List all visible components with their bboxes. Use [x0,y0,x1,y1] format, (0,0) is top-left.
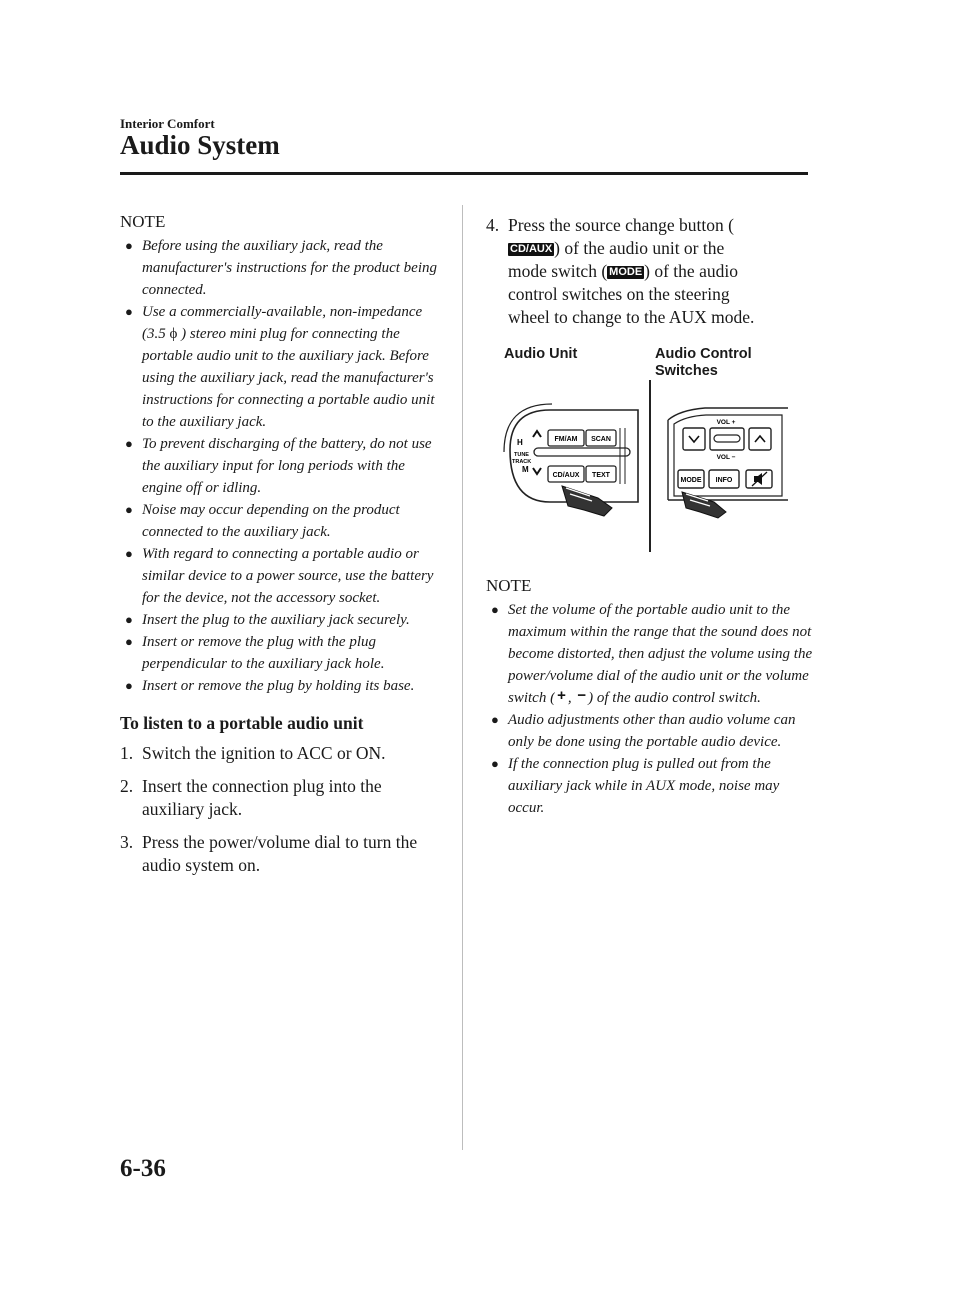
mode-button-glyph: MODE [609,266,643,278]
left-column [120,212,438,887]
header-rule [120,172,808,175]
svg-text:INFO: INFO [715,477,733,484]
note-list [486,599,816,819]
note-list [120,235,438,697]
svg-text:FM/AM: FM/AM [554,436,578,443]
cd-aux-button-glyph: CD/AUX [510,243,553,255]
bullet-icon: ● [491,602,499,617]
subheading: To listen to a portable audio unit [120,713,364,733]
vol-minus-label: VOL − [716,454,736,461]
list-item: ● To prevent discharging of the battery, do not use the auxiliary input for long periods with the engine off or idling. [120,433,438,499]
plus-glyph: + [557,687,566,704]
section-label: Interior Comfort [120,116,215,131]
bullet-icon: ● [125,436,133,451]
disc-slot [534,448,630,456]
column-divider [462,205,463,1150]
bullet-icon: ● [125,634,133,649]
track-label: TRACK [512,459,532,465]
step-list [120,742,438,877]
step-item: 3. Press the power/volume dial to turn the audio system on. [120,832,418,875]
step-item: 4. Press the source change button (CD/AUX ) of the audio unit or the mode switch ( MODE ) of the audio control switches on the steering wheel to change to the AUX mode. [486,215,755,327]
figure-label-audio-unit: Audio Unit [504,346,578,362]
list-item: ● With regard to connecting a portable audio or similar device to a power source, use the battery for the device, not the accessory socket. [120,543,438,609]
diameter-symbol: ϕ [169,326,178,342]
svg-text:MODE: MODE [680,477,702,484]
tune-label: TUNE [514,452,529,458]
knob-h-label: H [517,438,523,447]
bullet-icon: ● [125,502,133,517]
page-number: 6-36 [120,1155,166,1182]
svg-text:TEXT: TEXT [592,472,610,479]
vol-plus-label: VOL + [716,419,736,426]
list-item: ● Use a commercially-available, non-impedance (3.5 ϕ ) stereo mini plug for connecting the portable audio unit to the auxiliary jack. Before using the auxiliary jack, read the manufacturer's instructions for connecting a portable audio unit to the auxiliary jack. [120,301,438,433]
bullet-icon: ● [125,546,133,561]
step-list [486,214,756,329]
seek-down-button [683,428,705,450]
step-item: 1. Switch the ignition to ACC or ON. [120,743,386,763]
bullet-icon: ● [125,238,133,253]
bullet-icon: ● [125,304,133,319]
svg-text:SCAN: SCAN [591,436,611,443]
bullet-icon: ● [491,756,499,771]
right-note-block [486,576,816,819]
seek-up-button [749,428,771,450]
list-item: ● Audio adjustments other than audio volume can only be done using the portable audio device. [486,709,816,753]
list-item: ● Insert or remove the plug with the plug perpendicular to the auxiliary jack hole. [120,631,438,675]
bullet-icon: ● [125,678,133,693]
bullet-icon: ● [125,612,133,627]
list-item: ● Noise may occur depending on the product connected to the auxiliary jack. [120,499,438,543]
svg-text:CD/AUX: CD/AUX [552,472,580,479]
list-item: ● If the connection plug is pulled out from the auxiliary jack while in AUX mode, noise may occur. [486,753,816,819]
step-item: 2. Insert the connection plug into the auxiliary jack. [120,776,382,819]
page-title: Audio System [120,130,280,160]
list-item: ● Insert or remove the plug by holding its base. [120,675,438,697]
bullet-icon: ● [491,712,499,727]
knob-m-label: M [522,465,529,474]
minus-glyph: − [577,687,587,704]
list-item: ● Before using the auxiliary jack, read the manufacturer's instructions for the product being connected. [120,235,438,301]
note-heading: NOTE [120,212,166,231]
list-item: ● Insert the plug to the auxiliary jack securely. [120,609,438,631]
list-item: ● Set the volume of the portable audio unit to the maximum within the range that the sound does not become distorted, then adjust the volume using the power/volume dial of the audio unit or the volume switch ( + , − ) of the audio control switch. [486,599,816,709]
audio-controls-illustration [500,380,800,555]
note-heading: NOTE [486,576,532,595]
right-column [486,214,816,339]
figure-label-control-switches: Audio Control Switches [655,346,752,379]
